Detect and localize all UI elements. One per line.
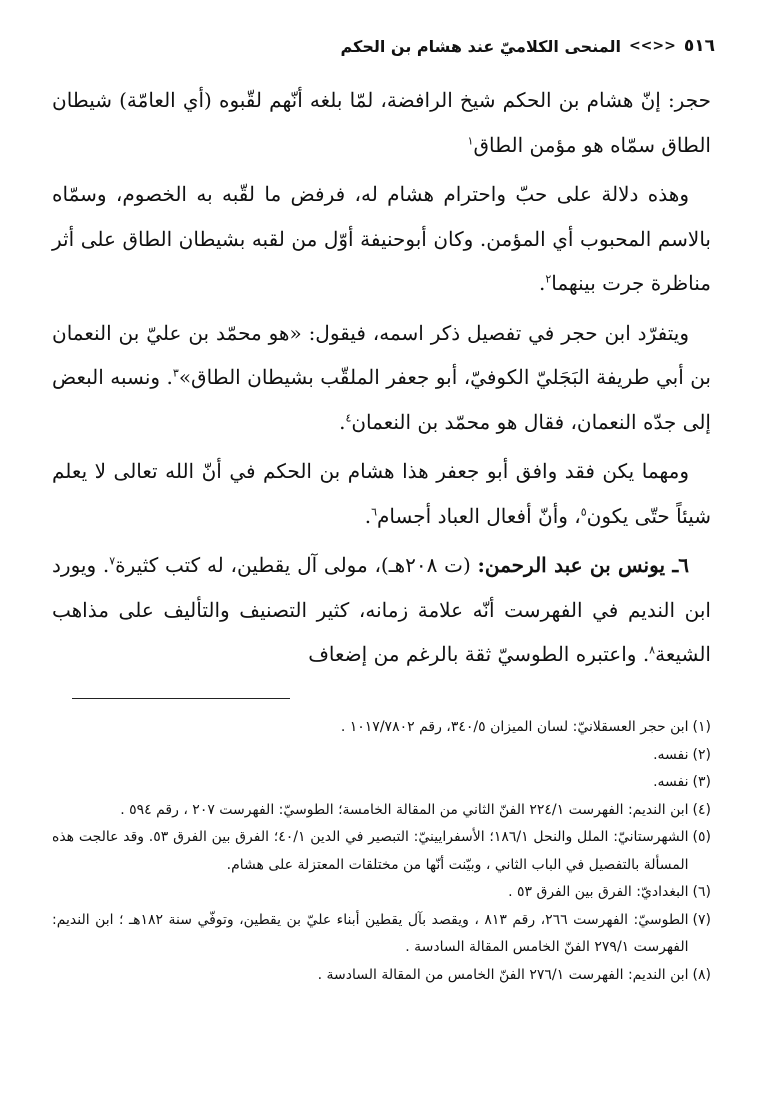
section-heading: ٦ـ يونس بن عبد الرحمن: [477, 553, 689, 577]
footnotes [52, 714, 711, 989]
footnote-text: نفسه. [653, 746, 689, 763]
paragraph-text: . واعتبره الطوسيّ ثقة بالرغم من إضعاف [308, 642, 650, 666]
footnote-text: الشهرستانيّ: الملل والنحل ١٨٦/١؛ الأسفرايينيّ: التبصير في الدين ٤٠/١؛ الفرق بين الفرق ٥٣. وقد عالجت هذه المسألة بالتفصيل في الباب الثاني ، وبيّنت أنّها من مختلقات المعتزلة على هشام. [52, 829, 689, 873]
footnote-number: (٤) [692, 801, 711, 818]
footnote-item [52, 879, 711, 907]
footnote-ref[interactable]: ٣ [172, 366, 179, 380]
footnote-item [52, 824, 711, 879]
header-ornament: <<>> [628, 38, 676, 54]
paragraph-text: . ونسبه البعض إلى جدّه النعمان، فقال هو محمّد بن النعمان [52, 365, 711, 434]
footnote-item [52, 769, 711, 797]
paragraph-text: ويتفرّد ابن حجر في تفصيل ذكر اسمه، فيقول: «هو محمّد بن عليّ بن النعمان بن أبي طريفة البَجَليّ الكوفيّ، أبو جعفر الملقّب بشيطان الطاق» [52, 320, 711, 389]
footnote-item [52, 962, 711, 990]
paragraph-text: حجر: إنّ هشام بن الحكم شيخ الرافضة، لمّا بلغه أنّهم لقّبوه (أي العامّة) شيطان الطاق سمّاه هو مؤمن الطاق [52, 88, 711, 157]
paragraph-5 [52, 543, 711, 677]
footnote-text: البغداديّ: الفرق بين الفرق ٥٣ . [508, 884, 689, 900]
footnote-text: الطوسيّ: الفهرست ٢٦٦، رقم ٨١٣ ، ويقصد بآل يقطين أبناء عليّ بن يقطين، وتوفّي سنة ١٨٢هـ ؛ ابن النديم: الفهرست ٢٧٩/١ الفنّ الخامس المقالة السادسة . [52, 911, 689, 955]
footnote-ref[interactable]: ٧ [109, 554, 116, 568]
footnote-item [52, 797, 711, 825]
paragraph-2: وهذه دلالة على حبّ واحترام هشام له، فرفض ما لقّبه به الخصوم، وسمّاه بالاسم المحبوب أي المؤمن. وكان أبوحنيفة أوّل من لقبه بشيطان الطاق على أثر مناظرة جرت بينهما$^٢$. [52, 182, 711, 295]
footnote-item [52, 742, 711, 770]
footnote-ref[interactable]: ٤ [345, 410, 352, 424]
main-text [52, 78, 711, 682]
footnote-separator [72, 698, 290, 699]
footnote-ref[interactable]: ٨ [649, 643, 656, 657]
footnote-number: (٥) [692, 829, 711, 845]
footnote-text: ابن حجر العسقلانيّ: لسان الميزان ٣٤٠/٥، رقم ١٠١٧/٧٨٠٢ . [340, 719, 689, 735]
footnote-text: ابن النديم: الفهرست ٢٧٦/١ الفنّ الخامس من المقالة السادسة . [317, 966, 689, 983]
paragraph-4: ومهما يكن فقد وافق أبو جعفر هذا هشام بن الحكم في أنّ الله تعالى لا يعلم شيئاً حتّى يكون$^٥$، وأنّ أفعال العباد أجسام$^٦$. [52, 459, 711, 528]
running-header [48, 30, 715, 62]
paragraph-3: ويتفرّد ابن حجر في تفصيل ذكر اسمه، فيقول: «هو محمّد بن عليّ بن النعمان بن أبي طريفة البَجَليّ الكوفيّ، أبو جعفر الملقّب بشيطان الطاق»$^٣$. ونسبه البعض إلى جدّه النعمان، فقال هو محمّد بن النعمان$^٤$. [52, 320, 711, 434]
footnote-number: (١) [692, 719, 711, 735]
paragraph-text: وهذه دلالة على حبّ واحترام هشام له، فرفض ما لقّبه به الخصوم، وسمّاه بالاسم المحبوب أي المؤمن. وكان أبوحنيفة أوّل من لقبه بشيطان الطاق على أثر مناظرة جرت بينهما [52, 182, 711, 295]
footnote-ref[interactable]: ١ [467, 133, 474, 147]
paragraph-1 [52, 78, 711, 167]
footnote-number: (٨) [692, 966, 711, 983]
footnote-number: (٦) [692, 884, 711, 900]
paragraph-text: ومهما يكن فقد وافق أبو جعفر هذا هشام بن الحكم في أنّ الله تعالى لا يعلم شيئاً حتّى يكون [52, 459, 711, 528]
footnote-number: (٣) [692, 774, 711, 790]
footnote-item [52, 907, 711, 962]
paragraph-text: . ويورد ابن النديم في الفهرست أنّه علامة زمانه، كثير التصنيف والتأليف على مذاهب الشيعة [52, 553, 711, 666]
paragraph-text: (ت ٢٠٨هـ)، مولى آل يقطين، له كتب كثيرة [115, 553, 478, 577]
footnote-number: (٧) [692, 911, 711, 928]
footnote-ref[interactable]: ٥ [580, 504, 587, 518]
running-title: المنحى الكلاميّ عند هشام بن الحكم [340, 36, 621, 56]
paragraph-text: ، وأنّ أفعال العباد أجسام [376, 503, 581, 528]
footnote-ref[interactable]: ٢ [545, 272, 552, 286]
footnote-number: (٢) [692, 746, 711, 763]
page-number: ٥١٦ [683, 36, 715, 56]
footnote-text: ابن النديم: الفهرست ٢٢٤/١ الفنّ الثاني من المقالة الخامسة؛ الطوسيّ: الفهرست ٢٠٧ ، رقم ٥٩٤ . [120, 801, 689, 818]
footnote-text: نفسه. [653, 774, 689, 790]
footnote-item [52, 714, 711, 742]
footnote-ref[interactable]: ٦ [371, 504, 377, 518]
